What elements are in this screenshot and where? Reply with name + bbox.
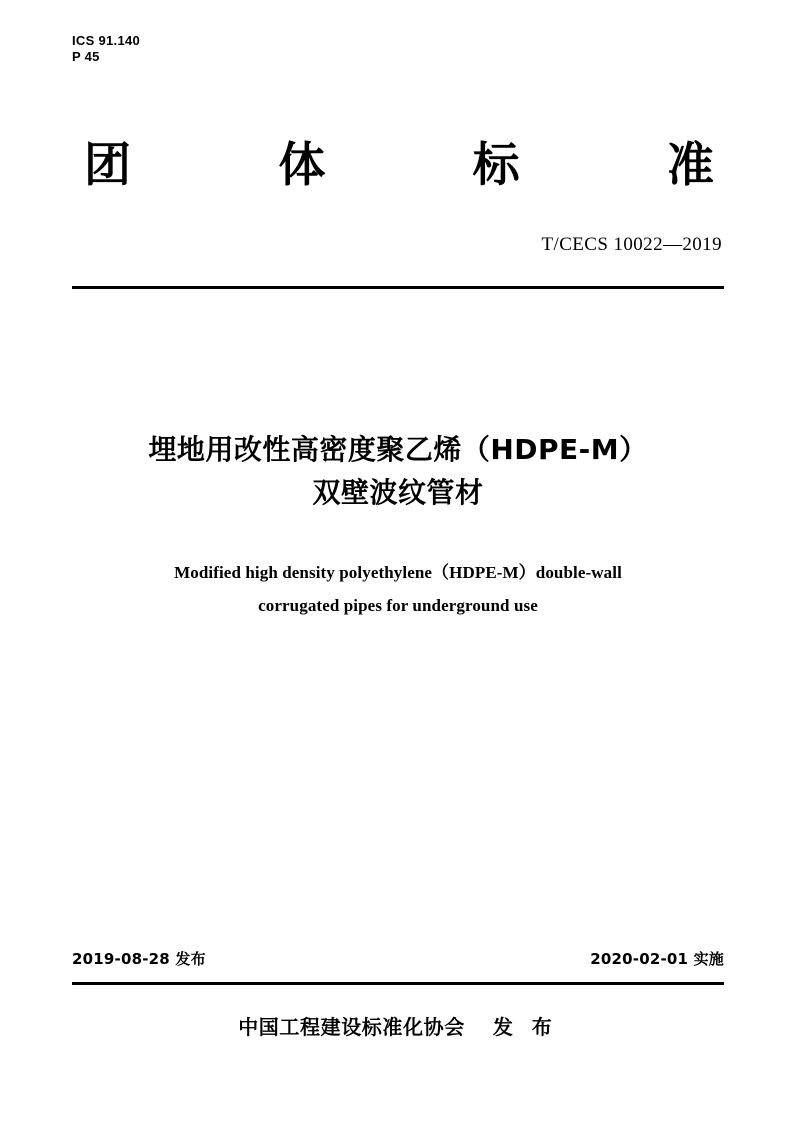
title-english-line-2: corrugated pipes for underground use: [258, 596, 538, 616]
header-title-char-1: 团: [84, 138, 131, 193]
issuer-row: [72, 1011, 724, 1040]
header-title-char-4: 准: [666, 138, 714, 193]
header-title-char-3: 标: [472, 138, 520, 193]
title-chinese: [72, 428, 724, 515]
title-chinese-line-1: 埋地用改性高密度聚乙烯（HDPE-M）: [148, 433, 648, 466]
header-title: [72, 138, 724, 193]
title-english-line-1: Modified high density polyethylene（HDPE-M）double-wall: [174, 563, 622, 582]
issuer-publish-label: 发 布: [492, 1015, 558, 1039]
footer-divider: [72, 982, 724, 985]
effective-date: 2020-02-01 实施: [590, 950, 724, 968]
issue-date: 2019-08-28 发布: [72, 950, 206, 968]
classification-code: P 45: [72, 48, 100, 64]
header-title-char-2: 体: [278, 138, 326, 193]
title-english: [72, 556, 724, 622]
standard-number: T/CECS 10022—2019: [541, 234, 722, 255]
header-divider: [72, 286, 724, 289]
ics-block: [72, 33, 140, 65]
title-chinese-line-2: 双壁波纹管材: [312, 476, 484, 510]
date-row: [72, 948, 724, 969]
ics-code: ICS 91.140: [72, 33, 141, 48]
issuer-name: 中国工程建设标准化协会: [238, 1015, 465, 1039]
